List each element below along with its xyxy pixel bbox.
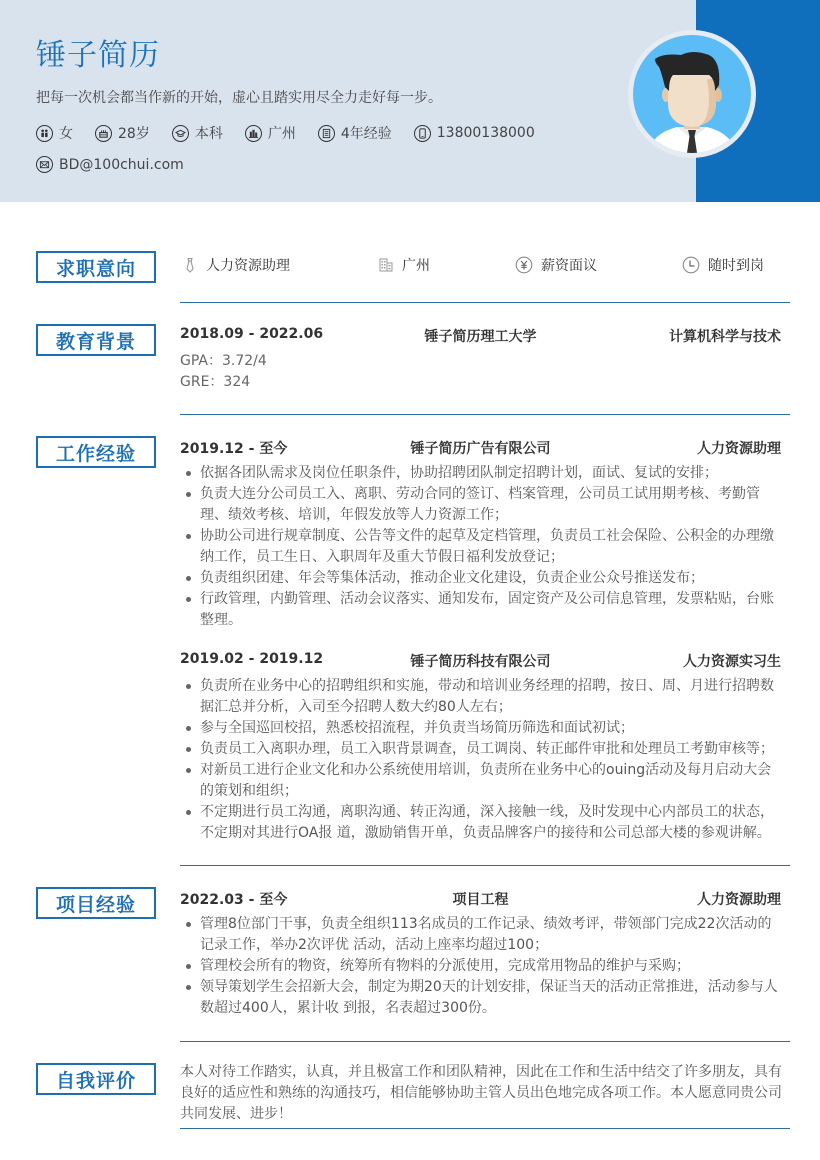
education-date: 2018.09 - 2022.06: [180, 326, 324, 342]
job-1-header: [180, 438, 781, 458]
job-2-header: [180, 651, 781, 671]
personal-info-row: [36, 123, 557, 143]
birthday-cake-icon: [95, 125, 112, 142]
project-duties: [180, 914, 785, 1019]
document-icon: [318, 125, 335, 142]
city-value: 广州: [267, 126, 296, 142]
info-phone: [414, 125, 535, 142]
job-2-duties: [180, 676, 785, 844]
gender-value: 女: [59, 126, 73, 142]
list-item: 负责组织团建、年会等集体活动，推动企业文化建设，负责企业公众号推送发布；: [180, 568, 785, 589]
phone-icon: [414, 125, 431, 142]
avatar-illustration: [633, 35, 751, 153]
gender-icon: [36, 125, 53, 142]
info-city: [245, 123, 296, 143]
experience-value: 4年经验: [340, 126, 392, 142]
intent-availability-value: 随时到岗: [708, 258, 764, 274]
list-item: 领导策划学生会招新大会，制定为期20天的计划安排，保证当天的活动正常推进，活动参与人数超过400人，累计收 到报，名表超过300份。: [180, 977, 785, 1019]
divider-education: [180, 414, 790, 415]
divider-self: [180, 1128, 790, 1129]
education-school: 锤子简历理工大学: [424, 329, 537, 345]
intent-position-value: 人力资源助理: [206, 258, 290, 274]
self-evaluation-text: 本人对待工作踏实，认真，并且极富工作和团队精神，因此在工作和生活中结交了许多朋友，具有良好的适应性和熟练的沟通技巧，相信能够协助主管人员出色地完成各项工作。本人愿意同贵公司共同发展、进步！: [180, 1064, 782, 1122]
project-name: 项目工程: [452, 892, 509, 908]
list-item: 行政管理，内勤管理、活动会议落实、通知发布，固定资产及公司信息管理，发票粘贴，台账整理。: [180, 589, 785, 631]
info-experience: [318, 123, 392, 143]
job-2-company: 锤子简历科技有限公司: [410, 654, 551, 670]
age-value: 28岁: [118, 126, 150, 142]
info-degree: [172, 123, 223, 143]
list-item: 依据各团队需求及岗位任职条件，协助招聘团队制定招聘计划，面试、复试的安排；: [180, 463, 785, 484]
divider-intent: [180, 302, 790, 303]
intent-city-value: 广州: [402, 258, 430, 274]
project-date: 2022.03 - 至今: [180, 892, 288, 908]
education-gre: GRE：324: [180, 374, 251, 390]
city-building-icon: [245, 125, 262, 142]
motto: 把每一次机会都当作新的开始，虚心且踏实用尽全力走好每一步。: [36, 90, 442, 106]
intent-salary: [515, 255, 597, 275]
intent-city: [378, 255, 430, 275]
list-item: 不定期进行员工沟通，离职沟通、转正沟通，深入接触一线，及时发现中心内部员工的状态，不定期对其进行OA报 道，激励销售开单，负责品牌客户的接待和公司总部大楼的参观讲解。: [180, 802, 785, 844]
job-1-company: 锤子简历广告有限公司: [410, 441, 551, 457]
divider-work: [180, 865, 790, 866]
intent-salary-value: 薪资面议: [541, 258, 597, 274]
job-1-date: 2019.12 - 至今: [180, 441, 288, 457]
list-item: 管理8位部门干事，负责全组织113名成员的工作记录、绩效考评，带领部门完成22次活动的记录工作，举办2次评优 活动，活动上座率均超过100；: [180, 914, 785, 956]
phone-value[interactable]: 13800138000: [436, 125, 535, 141]
building-icon: [378, 257, 394, 273]
info-gender: [36, 123, 73, 143]
education-major: 计算机科学与技术: [669, 329, 781, 345]
info-age: [95, 123, 150, 143]
list-item: 管理校会所有的物资，统筹所有物料的分派使用，完成常用物品的维护与采购；: [180, 956, 785, 977]
resume-header: [0, 0, 820, 202]
section-title-self: 自我评价: [36, 1063, 156, 1095]
job-1-role: 人力资源助理: [697, 441, 781, 457]
intent-availability: [682, 255, 764, 275]
list-item: 对新员工进行企业文化和办公系统使用培训，负责所在业务中心的ouing活动及每月启动大会的策划和组织；: [180, 760, 785, 802]
section-title-project: 项目经验: [36, 887, 156, 919]
project-role: 人力资源助理: [697, 892, 781, 908]
resume-name: 锤子简历: [36, 38, 160, 73]
intent-position: [182, 255, 290, 275]
yen-icon: [515, 256, 533, 274]
list-item: 负责大连分公司员工入、离职、劳动合同的签订、档案管理，公司员工试用期考核、考勤管理、绩效考核、培训，年假发放等人力资源工作；: [180, 484, 785, 526]
job-1-duties: [180, 463, 785, 631]
education-header: [180, 326, 781, 346]
education-gpa: GPA：3.72/4: [180, 353, 267, 369]
email-value[interactable]: BD@100chui.com: [59, 156, 184, 173]
graduation-cap-icon: [172, 125, 189, 142]
section-title-intent: 求职意向: [36, 251, 156, 283]
tie-icon: [182, 257, 198, 273]
list-item: 协助公司进行规章制度、公告等文件的起草及定档管理，负责员工社会保险、公积金的办理缴纳工作，员工生日、入职周年及重大节假日福利发放登记；: [180, 526, 785, 568]
job-2-role: 人力资源实习生: [683, 654, 781, 670]
mail-icon: [36, 156, 53, 173]
list-item: 参与全国巡回校招，熟悉校招流程，并负责当场简历筛选和面试初试；: [180, 718, 785, 739]
clock-icon: [682, 256, 700, 274]
project-header: [180, 889, 781, 909]
degree-value: 本科: [194, 126, 223, 142]
list-item: 负责员工入离职办理，员工入职背景调查，员工调岗、转正邮件审批和处理员工考勤审核等；: [180, 739, 785, 760]
info-email: [36, 156, 184, 173]
avatar: [628, 30, 756, 158]
job-2-date: 2019.02 - 2019.12: [180, 651, 324, 667]
section-title-work: 工作经验: [36, 436, 156, 468]
list-item: 负责所在业务中心的招聘组织和实施，带动和培训业务经理的招聘，按日、周、月进行招聘数据汇总并分析，入司至今招聘人数大约80人左右；: [180, 676, 785, 718]
contact-info-row: [36, 156, 206, 173]
divider-project: [180, 1041, 790, 1042]
section-title-education: 教育背景: [36, 324, 156, 356]
